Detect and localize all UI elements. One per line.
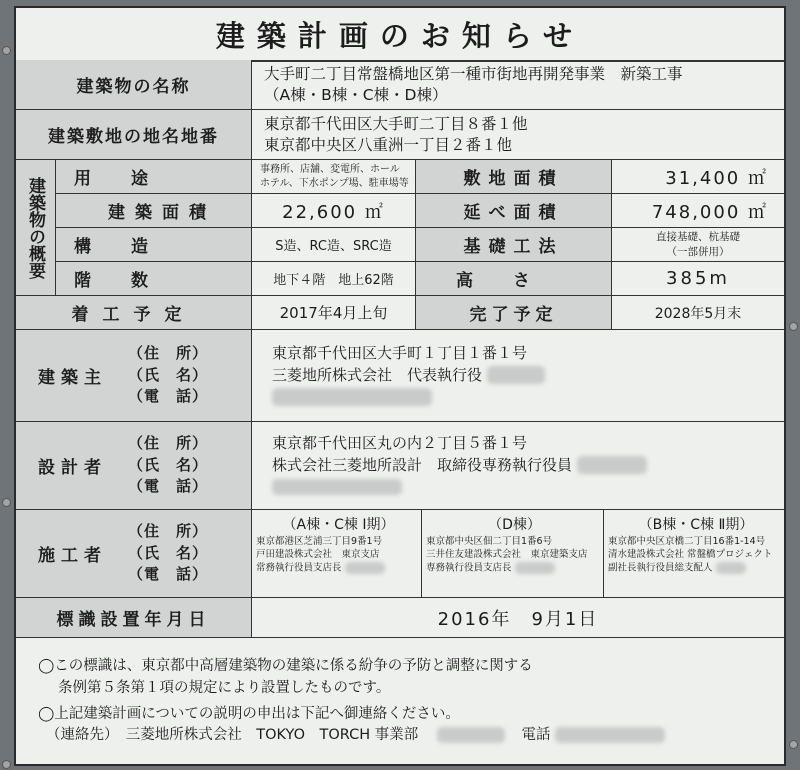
- contractor-group-line: 三井住友建設株式会社 東京建築支店: [426, 548, 588, 560]
- sign-date-value: 2016年 9月1日: [252, 598, 784, 638]
- designer-name: 株式会社三菱地所設計 取締役専務執行役員: [272, 455, 573, 474]
- contractor-group-line: 東京都港区芝浦三丁目9番1号: [256, 536, 383, 547]
- foundation-value: [612, 228, 784, 262]
- redacted-contractor-rep: [345, 562, 385, 574]
- contractor-group-line: 副社長執行役員総支配人: [608, 562, 713, 574]
- redacted-contact-phone: [555, 727, 665, 743]
- foundation-label: 基礎工法: [416, 228, 612, 262]
- redacted-owner-phone: [272, 388, 432, 406]
- redacted-designer-rep: [577, 456, 647, 474]
- floor-area-label: 延べ面積: [416, 194, 612, 228]
- contractor-group-line: 東京都中央区佃二丁目1番6号: [426, 536, 553, 547]
- building-name-label: 建築物の名称: [16, 60, 252, 110]
- site-address-line2: 東京都中央区八重洲一丁目２番１他: [264, 135, 513, 154]
- use-value: [252, 160, 416, 194]
- contractor-value: [252, 510, 784, 598]
- foundation-line2: （一部併用）: [666, 245, 730, 258]
- designer-label-cell: [16, 422, 252, 510]
- rivet: [789, 740, 798, 749]
- building-area-label: 建築面積: [56, 194, 252, 228]
- contractor-group-heading: （A棟・C棟 Ⅰ期）: [282, 517, 395, 533]
- owner-address: 東京都千代田区大手町１丁目１番１号: [272, 343, 528, 362]
- owner-name: 三菱地所株式会社 代表執行役: [272, 365, 483, 384]
- use-line2: ホテル、下水ポンプ場、駐車場等: [260, 177, 409, 189]
- contractor-group-heading: （D棟）: [488, 517, 541, 533]
- designer-name-field: （氏 名）: [128, 455, 209, 474]
- height-value: 385m: [612, 262, 784, 296]
- designer-address-field: （住 所）: [128, 433, 209, 452]
- contractor-group-d: [422, 510, 604, 597]
- use-line1: 事務所、店舗、変電所、ホール: [260, 164, 400, 175]
- note-line1: ◯この標識は、東京都中高層建築物の建築に係る紛争の予防と調整に関する: [38, 658, 533, 674]
- contractor-group-line: 清水建設株式会社 常盤橋プロジェクト: [608, 548, 773, 560]
- contact-prefix: （連絡先） 三菱地所株式会社 TOKYO TORCH 事業部: [46, 727, 419, 744]
- contractor-label: 施工者: [38, 546, 107, 566]
- structure-label: 構 造: [56, 228, 252, 262]
- contractor-group-bc2: [604, 510, 784, 597]
- owner-name-field: （氏 名）: [128, 365, 209, 384]
- foundation-line1: 直接基礎、杭基礎: [656, 231, 740, 244]
- use-label: 用 途: [56, 160, 252, 194]
- redacted-designer-phone: [272, 479, 402, 495]
- floor-area-value: 748,000 ㎡: [612, 194, 784, 228]
- start-date-value: 2017年4月上旬: [252, 296, 416, 330]
- designer-phone-field: （電 話）: [128, 477, 209, 496]
- contractor-group-ac1: [252, 510, 422, 597]
- contractor-group-line: 戸田建設株式会社 東京支店: [256, 548, 380, 560]
- contractor-group-line: 専務執行役員支店長: [426, 562, 512, 574]
- contractor-phone-field: （電 話）: [128, 565, 209, 584]
- rivet: [2, 760, 11, 769]
- rivet: [2, 46, 11, 55]
- contractor-address-field: （住 所）: [128, 521, 209, 540]
- owner-label: 建築主: [38, 368, 107, 388]
- designer-value: [252, 422, 784, 510]
- overview-side-label: 建築物の概要: [16, 160, 56, 296]
- construction-notice-board: [14, 6, 786, 766]
- owner-value: [252, 330, 784, 422]
- floors-label: 階 数: [56, 262, 252, 296]
- designer-label: 設計者: [38, 458, 107, 478]
- site-area-value: 31,400 ㎡: [612, 160, 784, 194]
- building-name-line2: （A棟・B棟・C棟・D棟）: [264, 85, 448, 104]
- notes-block: [38, 656, 665, 747]
- building-name-line1: 大手町二丁目常盤橋地区第一種市街地再開発事業 新築工事: [264, 64, 683, 83]
- height-label: 高 さ: [416, 262, 612, 296]
- designer-address: 東京都千代田区丸の内２丁目５番１号: [272, 433, 528, 452]
- building-name-value: [252, 60, 784, 110]
- owner-phone-field: （電 話）: [128, 387, 209, 406]
- rivet: [789, 322, 798, 331]
- site-address-value: [252, 110, 784, 160]
- contractor-group-line: 常務執行役員支店長: [256, 562, 342, 574]
- redacted-owner-rep: [487, 366, 545, 384]
- contractor-name-field: （氏 名）: [128, 543, 209, 562]
- notice-title: 建築計画のお知らせ: [16, 8, 784, 62]
- redacted-contact-name: [437, 727, 505, 743]
- contractor-group-line: 東京都中央区京橋二丁目16番1-14号: [608, 536, 766, 547]
- building-area-value: 22,600 ㎡: [252, 194, 416, 228]
- rivet: [2, 498, 11, 507]
- contractor-label-cell: [16, 510, 252, 598]
- end-date-value: 2028年5月末: [612, 296, 784, 330]
- site-address-label: 建築敷地の地名地番: [16, 110, 252, 160]
- redacted-contractor-rep: [515, 562, 555, 574]
- sign-date-label: 標識設置年月日: [16, 598, 252, 638]
- note-line2: 条例第５条第１項の規定により設置したものです。: [58, 679, 391, 696]
- contractor-group-heading: （B棟・C棟 Ⅱ期）: [638, 517, 754, 533]
- floors-value: 地下４階 地上62階: [252, 262, 416, 296]
- note-line3: ◯上記建築計画についての説明の申出は下記へ御連絡ください。: [38, 705, 460, 722]
- contact-phone-label: 電話: [521, 727, 551, 744]
- end-date-label: 完了予定: [416, 296, 612, 330]
- structure-value: S造、RC造、SRC造: [252, 228, 416, 262]
- owner-address-field: （住 所）: [128, 343, 209, 362]
- redacted-contractor-rep: [716, 562, 746, 574]
- site-area-label: 敷地面積: [416, 160, 612, 194]
- start-date-label: 着工予定: [16, 296, 252, 330]
- site-address-line1: 東京都千代田区大手町二丁目８番１他: [264, 114, 528, 133]
- owner-label-cell: [16, 330, 252, 422]
